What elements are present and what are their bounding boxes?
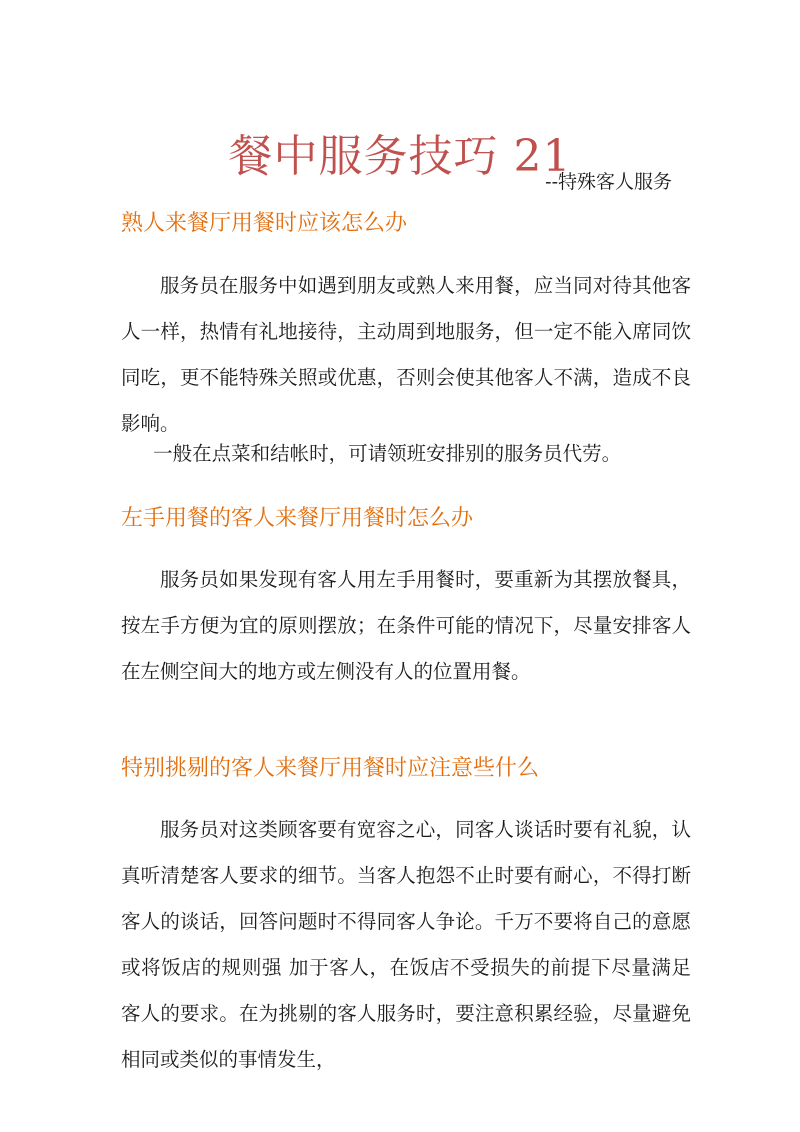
section-heading: 特别挑剔的客人来餐厅用餐时应注意些什么 bbox=[121, 756, 540, 781]
section-paragraph: 服务员对这类顾客要有宽容之心，同客人谈话时要有礼貌，认真听清楚客人要求的细节。当客人抱怨不止时要有耐心，不得打断客人的谈话，回答问题时不得同客人争论。千万不要将自己的意愿或将饭店的规则强 加于客人，在饭店不受损失的前提下尽量满足客人的要求。在为挑剔的客人服务时，要注意积累经验，尽量避免相同或类似的事情发生， bbox=[121, 817, 691, 1071]
section-heading: 左手用餐的客人来餐厅用餐时怎么办 bbox=[121, 506, 474, 531]
section-paragraph: 服务员在服务中如遇到朋友或熟人来用餐，应当同对待其他客人一样，热情有礼地接待，主动周到地服务，但一定不能入席同饮同吃，更不能特殊关照或优惠，否则会使其他客人不满，造成不良影响。 bbox=[121, 273, 691, 435]
section-heading: 熟人来餐厅用餐时应该怎么办 bbox=[121, 211, 408, 236]
document-subtitle: --特殊客人服务 bbox=[545, 171, 672, 193]
document-title: 餐中服务技巧 21 bbox=[228, 131, 572, 183]
section-paragraph: 一般在点菜和结帐时，可请领班安排别的服务员代劳。 bbox=[153, 441, 622, 465]
section-paragraph: 服务员如果发现有客人用左手用餐时，要重新为其摆放餐具，按左手方便为宜的原则摆放；在条件可能的情况下，尽量安排客人在左侧空间大的地方或左侧没有人的位置用餐。 bbox=[121, 567, 691, 683]
